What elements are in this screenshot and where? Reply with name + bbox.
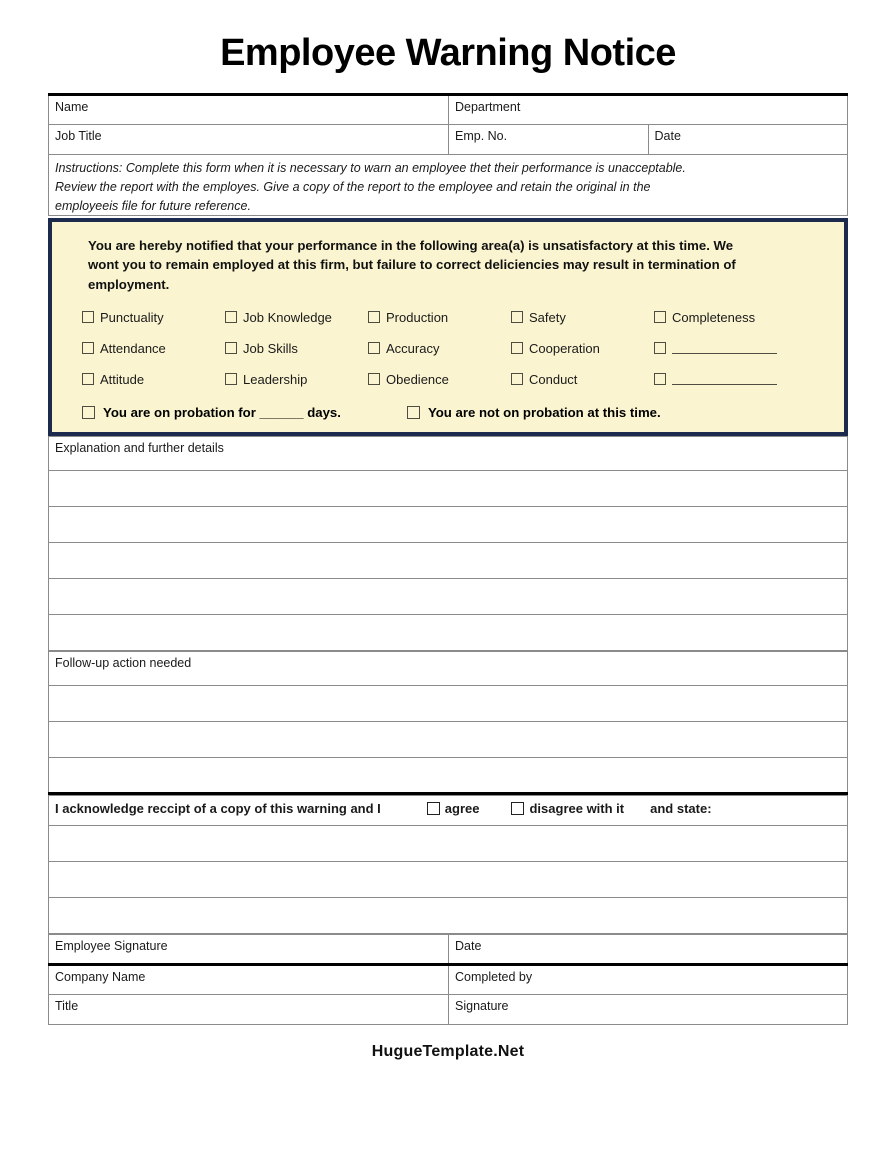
explanation-section-table xyxy=(48,436,848,651)
probation-status-row xyxy=(68,405,828,420)
unsatisfactory-notice-panel xyxy=(48,218,848,435)
table-row xyxy=(49,436,848,470)
checkbox-icon[interactable] xyxy=(368,342,380,354)
checkbox-row-3 xyxy=(82,372,828,387)
explanation-label: Explanation and further details xyxy=(49,436,848,470)
checkbox-item-job-knowledge[interactable] xyxy=(225,310,368,325)
instructions-line-1: Instructions: Complete this form when it is necessary to warn an employee thet their performance is unacceptable. xyxy=(55,161,686,175)
checkbox-item-leadership[interactable] xyxy=(225,372,368,387)
table-row xyxy=(49,470,848,506)
checkbox-icon[interactable] xyxy=(225,373,237,385)
signature-date-field[interactable]: Date xyxy=(449,934,848,964)
checkbox-item-custom-1[interactable] xyxy=(654,342,814,354)
instructions-line-2: Review the report with the employes. Give a copy of the report to the employee and retain the original in the xyxy=(55,179,651,194)
table-row xyxy=(49,542,848,578)
checkbox-item-conduct[interactable] xyxy=(511,372,654,387)
table-row xyxy=(49,95,848,125)
company-name-field[interactable]: Company Name xyxy=(49,964,449,994)
checkbox-label: Job Knowledge xyxy=(243,309,332,325)
checkbox-icon[interactable] xyxy=(82,342,94,354)
instructions-cell xyxy=(49,155,848,216)
checkbox-icon[interactable] xyxy=(654,342,666,354)
checkbox-item-custom-2[interactable] xyxy=(654,373,814,385)
checkbox-label: Completeness xyxy=(672,309,756,325)
checkbox-icon[interactable] xyxy=(82,373,94,385)
table-row xyxy=(49,795,848,825)
notice-line-2: wont you to remain employed at this firm, but failure to correct deliciencies may result in termination of xyxy=(88,257,736,273)
completed-by-field[interactable]: Completed by xyxy=(449,964,848,994)
checkbox-item-accuracy[interactable] xyxy=(368,341,511,356)
title-field[interactable]: Title xyxy=(49,994,449,1024)
checkbox-label: Safety xyxy=(529,309,566,325)
checkbox-label: Attendance xyxy=(100,340,166,356)
instructions-line-3: employeeis file for future reference. xyxy=(55,198,251,213)
checkbox-icon[interactable] xyxy=(82,311,94,323)
checkbox-label: Leadership xyxy=(243,371,308,387)
table-row xyxy=(49,861,848,897)
acknowledgement-write-line[interactable] xyxy=(49,825,848,861)
checkbox-icon[interactable] xyxy=(82,406,95,419)
custom-area-write-in-2[interactable] xyxy=(672,373,777,385)
checkbox-icon[interactable] xyxy=(368,311,380,323)
checkbox-label: Cooperation xyxy=(529,340,600,356)
agree-label: agree xyxy=(444,800,480,816)
explanation-write-line[interactable] xyxy=(49,470,848,506)
notice-line-3: employment. xyxy=(88,276,170,292)
checkbox-icon[interactable] xyxy=(368,373,380,385)
checkbox-label: Production xyxy=(386,309,449,325)
date-field[interactable]: Date xyxy=(648,125,848,155)
checkbox-row-2 xyxy=(82,341,828,356)
table-row xyxy=(49,994,848,1024)
checkbox-label: Obedience xyxy=(386,371,449,387)
checkbox-row-1 xyxy=(82,310,828,325)
notice-text xyxy=(68,236,828,293)
disagree-checkbox-icon[interactable] xyxy=(511,802,524,815)
acknowledgement-write-line[interactable] xyxy=(49,861,848,897)
checkbox-item-completeness[interactable] xyxy=(654,310,814,325)
followup-section-table xyxy=(48,651,848,795)
table-row xyxy=(49,506,848,542)
table-row xyxy=(49,757,848,793)
followup-write-line[interactable] xyxy=(49,721,848,757)
header-fields-table xyxy=(48,93,848,216)
acknowledgement-section-table xyxy=(48,795,848,934)
acknowledgement-header xyxy=(49,795,848,825)
page-title: Employee Warning Notice xyxy=(220,32,676,74)
followup-write-line[interactable] xyxy=(49,685,848,721)
checkbox-icon[interactable] xyxy=(407,406,420,419)
checkbox-item-production[interactable] xyxy=(368,310,511,325)
checkbox-label: Accuracy xyxy=(386,340,440,356)
company-signature-field[interactable]: Signature xyxy=(449,994,848,1024)
checkbox-item-not-on-probation[interactable] xyxy=(407,405,661,420)
explanation-write-line[interactable] xyxy=(49,506,848,542)
checkbox-item-punctuality[interactable] xyxy=(82,310,225,325)
checkbox-label: Job Skills xyxy=(243,340,298,356)
emp-no-field[interactable]: Emp. No. xyxy=(449,125,649,155)
followup-write-line[interactable] xyxy=(49,757,848,793)
custom-area-write-in-1[interactable] xyxy=(672,342,777,354)
table-row xyxy=(49,825,848,861)
checkbox-icon[interactable] xyxy=(225,311,237,323)
department-field[interactable]: Department xyxy=(449,95,848,125)
employee-signature-field[interactable]: Employee Signature xyxy=(49,934,449,964)
checkbox-icon[interactable] xyxy=(511,373,523,385)
signature-block-table xyxy=(48,934,848,1025)
notice-line-1: You are hereby notified that your performance in the following area(a) is unsatisfactory at this time. We xyxy=(88,238,734,254)
footer-watermark: HugueTemplate.Net xyxy=(371,1042,525,1060)
disagree-label: disagree with it xyxy=(529,800,625,816)
checkbox-icon[interactable] xyxy=(511,311,523,323)
table-row xyxy=(49,964,848,994)
checkbox-icon[interactable] xyxy=(511,342,523,354)
explanation-write-line[interactable] xyxy=(49,542,848,578)
checkbox-item-cooperation[interactable] xyxy=(511,341,654,356)
table-row xyxy=(49,155,848,216)
table-row xyxy=(49,578,848,614)
acknowledgement-trailing-text: and state: xyxy=(650,800,712,816)
table-row xyxy=(49,721,848,757)
checkbox-icon[interactable] xyxy=(225,342,237,354)
checkbox-item-safety[interactable] xyxy=(511,310,654,325)
agree-checkbox-icon[interactable] xyxy=(427,802,440,815)
form-body xyxy=(48,93,848,1025)
acknowledgement-write-line[interactable] xyxy=(49,897,848,933)
checkbox-icon[interactable] xyxy=(654,311,666,323)
table-row xyxy=(49,614,848,650)
checkbox-item-job-skills[interactable] xyxy=(225,341,368,356)
checkbox-item-attendance[interactable] xyxy=(82,341,225,356)
checkbox-item-attitude[interactable] xyxy=(82,372,225,387)
checkbox-label: Punctuality xyxy=(100,309,164,325)
checkbox-icon[interactable] xyxy=(654,373,666,385)
name-field[interactable]: Name xyxy=(49,95,449,125)
followup-label: Follow-up action needed xyxy=(49,651,848,685)
checkbox-label: Conduct xyxy=(529,371,578,387)
acknowledgement-lead-text: I acknowledge reccipt of a copy of this warning and I xyxy=(55,800,381,816)
on-probation-label: You are on probation for ______ days. xyxy=(103,404,341,420)
checkbox-label: Attitude xyxy=(100,371,145,387)
checkbox-item-on-probation[interactable] xyxy=(82,405,341,420)
table-row xyxy=(49,897,848,933)
table-row xyxy=(49,651,848,685)
table-row xyxy=(49,125,848,155)
job-title-field[interactable]: Job Title xyxy=(49,125,449,155)
explanation-write-line[interactable] xyxy=(49,614,848,650)
table-row xyxy=(49,685,848,721)
not-on-probation-label: You are not on probation at this time. xyxy=(427,404,661,420)
explanation-write-line[interactable] xyxy=(49,578,848,614)
performance-area-checkbox-grid xyxy=(68,310,828,387)
table-row xyxy=(49,934,848,964)
checkbox-item-obedience[interactable] xyxy=(368,372,511,387)
